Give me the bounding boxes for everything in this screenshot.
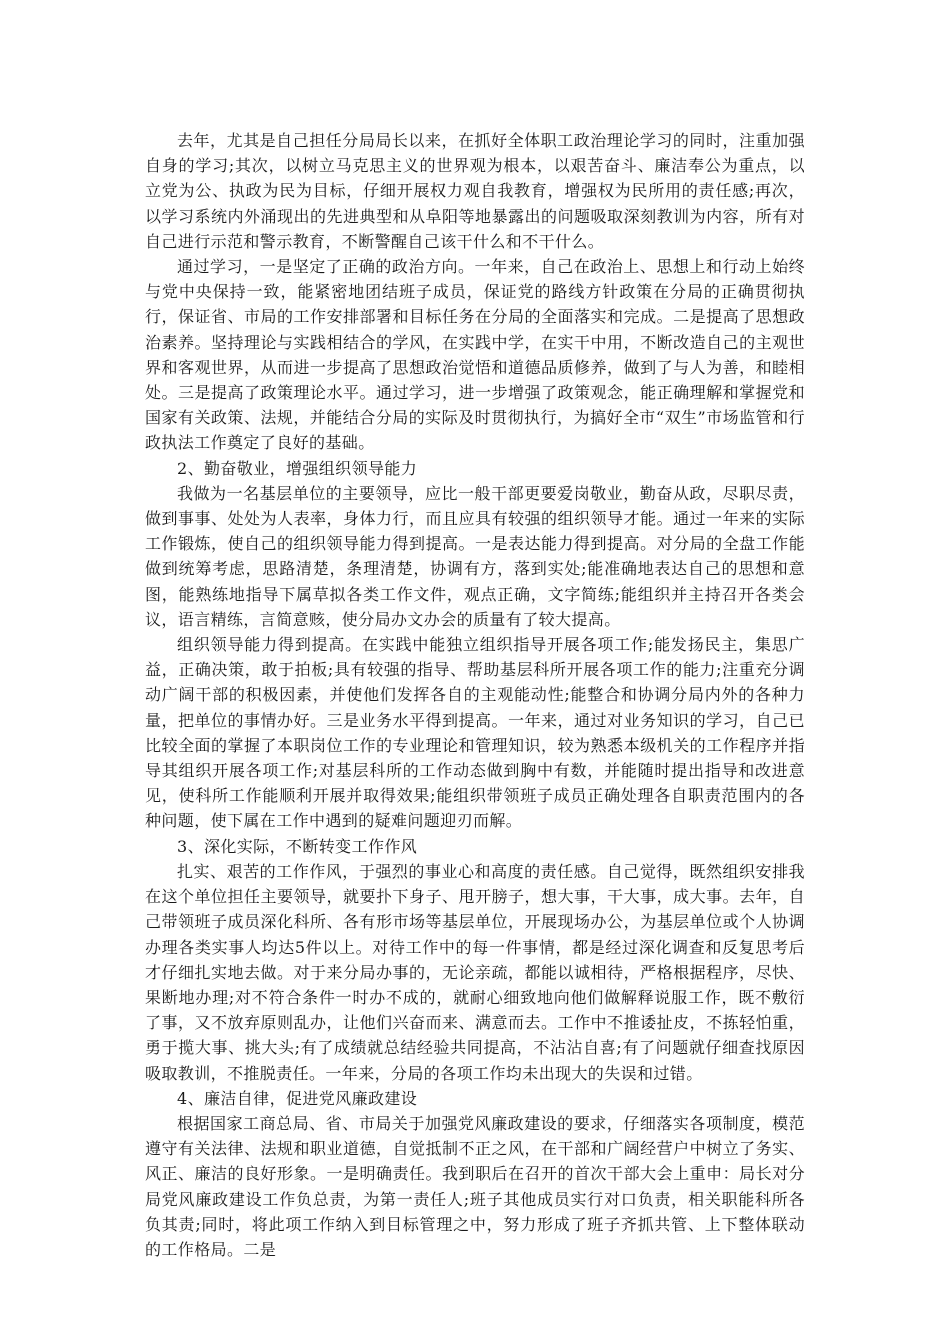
paragraph-study-self: 去年，尤其是自己担任分局局长以来，在抓好全体职工政治理论学习的同时，注重加强自身的学习;其次，以树立马克思主义的世界观为根本，以艰苦奋斗、廉洁奉公为重点，以立党为公、执政为民为目标，仔细开展权力观自我教育，增强权为民所用的责任感;再次，以学习系统内外涌现出的先进典型和从阜阳等地暴露出的问题吸取深刻教训为内容，所有对自己进行示范和警示教育，不断警醒自己该干什么和不干什么。 bbox=[145, 131, 805, 251]
paragraph-study-results: 通过学习，一是坚定了正确的政治方向。一年来，自己在政治上、思想上和行动上始终与党中央保持一致，能紧密地团结班子成员，保证党的路线方针政策在分局的正确贯彻执行，保证省、市局的工作安排部署和目标任务在分局的全面落实和完成。二是提高了思想政治素养。坚持理论与实践相结合的学风，在实践中学，在实干中用，不断改造自己的主观世界和客观世界，从而进一步提高了思想政治觉悟和道德品质修养，做到了与人为善，和睦相处。三是提高了政策理论水平。通过学习，进一步增强了政策观念，能正确理解和掌握党和国家有关政策、法规，并能结合分局的实际及时贯彻执行，为搞好全市“双生”市场监管和行政执法工作奠定了良好的基础。 bbox=[145, 257, 805, 453]
section-heading-2: 2、勤奋敬业，增强组织领导能力 bbox=[177, 458, 418, 478]
paragraph-leadership: 组织领导能力得到提高。在实践中能独立组织指导开展各项工作;能发扬民主，集思广益，正确决策，敢于拍板;具有较强的指导、帮助基层科所开展各项工作的能力;注重充分调动广阔干部的积极因素，并使他们发挥各自的主观能动性;能整合和协调分局内外的各种力量，把单位的事情办好。三是业务水平得到提高。一年来，通过对业务知识的学习，自己已比较全面的掌握了本职岗位工作的专业理论和管理知识，较为熟悉本级机关的工作程序并指导其组织开展各项工作;对基层科所的工作动态做到胸中有数，并能随时提出指导和改进意见，使科所工作能顺利开展并取得效果;能组织带领班子成员正确处理各自职责范围内的各种问题，使下属在工作中遇到的疑难问题迎刃而解。 bbox=[145, 635, 805, 831]
paragraph-work-style: 扎实、艰苦的工作作风，于强烈的事业心和高度的责任感。自己觉得，既然组织安排我在这个单位担任主要领导，就要扑下身子、甩开膀子，想大事，干大事，成大事。去年，自己带领班子成员深化科所、各有形市场等基层单位，开展现场办公，为基层单位或个人协调办理各类实事人均达5件以上。对待工作中的每一件事情，都是经过深化调查和反复思考后才仔细扎实地去做。对于来分局办事的，无论亲疏，都能以诚相待，严格根据程序，尽快、果断地办理;对不符合条件一时办不成的，就耐心细致地向他们做解释说服工作，既不敷衍了事，又不放弃原则乱办，让他们兴奋而来、满意而去。工作中不推诿扯皮，不拣轻怕重，勇于揽大事、挑大头;有了成绩就总结经验共同提高，不沾沾自喜;有了问题就仔细查找原因吸取教训，不推脱责任。一年来，分局的各项工作均未出现大的失误和过错。 bbox=[145, 861, 805, 1083]
paragraph-integrity: 根据国家工商总局、省、市局关于加强党风廉政建设的要求，仔细落实各项制度，模范遵守有关法律、法规和职业道德，自觉抵制不正之风，在干部和广阔经营户中树立了务实、风正、廉洁的良好形象。一是明确责任。我到职后在召开的首次干部大会上重申：局长对分局党风廉政建设工作负总责，为第一责任人;班子其他成员实行对口负责，相关职能科所各负其责;同时，将此项工作纳入到目标管理之中，努力形成了班子齐抓共管、上下整体联动的工作格局。二是 bbox=[145, 1113, 805, 1259]
document-body bbox=[145, 128, 805, 1262]
section-heading-3: 3、深化实际，不断转变工作作风 bbox=[177, 836, 418, 856]
section-heading-4: 4、廉洁自律，促进党风廉政建设 bbox=[177, 1088, 418, 1108]
paragraph-diligence: 我做为一名基层单位的主要领导，应比一般干部更要爱岗敬业，勤奋从政，尽职尽责，做到事事、处处为人表率，身体力行，而且应具有较强的组织领导才能。通过一年来的实际工作锻炼，使自己的组织领导能力得到提高。一是表达能力得到提高。对分局的全盘工作能做到统筹考虑，思路清楚，条理清楚，协调有方，落到实处;能准确地表达自己的思想和意图，能熟练地指导下属草拟各类工作文件，观点正确，文字简练;能组织并主持召开各类会议，语言精练，言简意赅，使分局办文办会的质量有了较大提高。 bbox=[145, 483, 805, 629]
